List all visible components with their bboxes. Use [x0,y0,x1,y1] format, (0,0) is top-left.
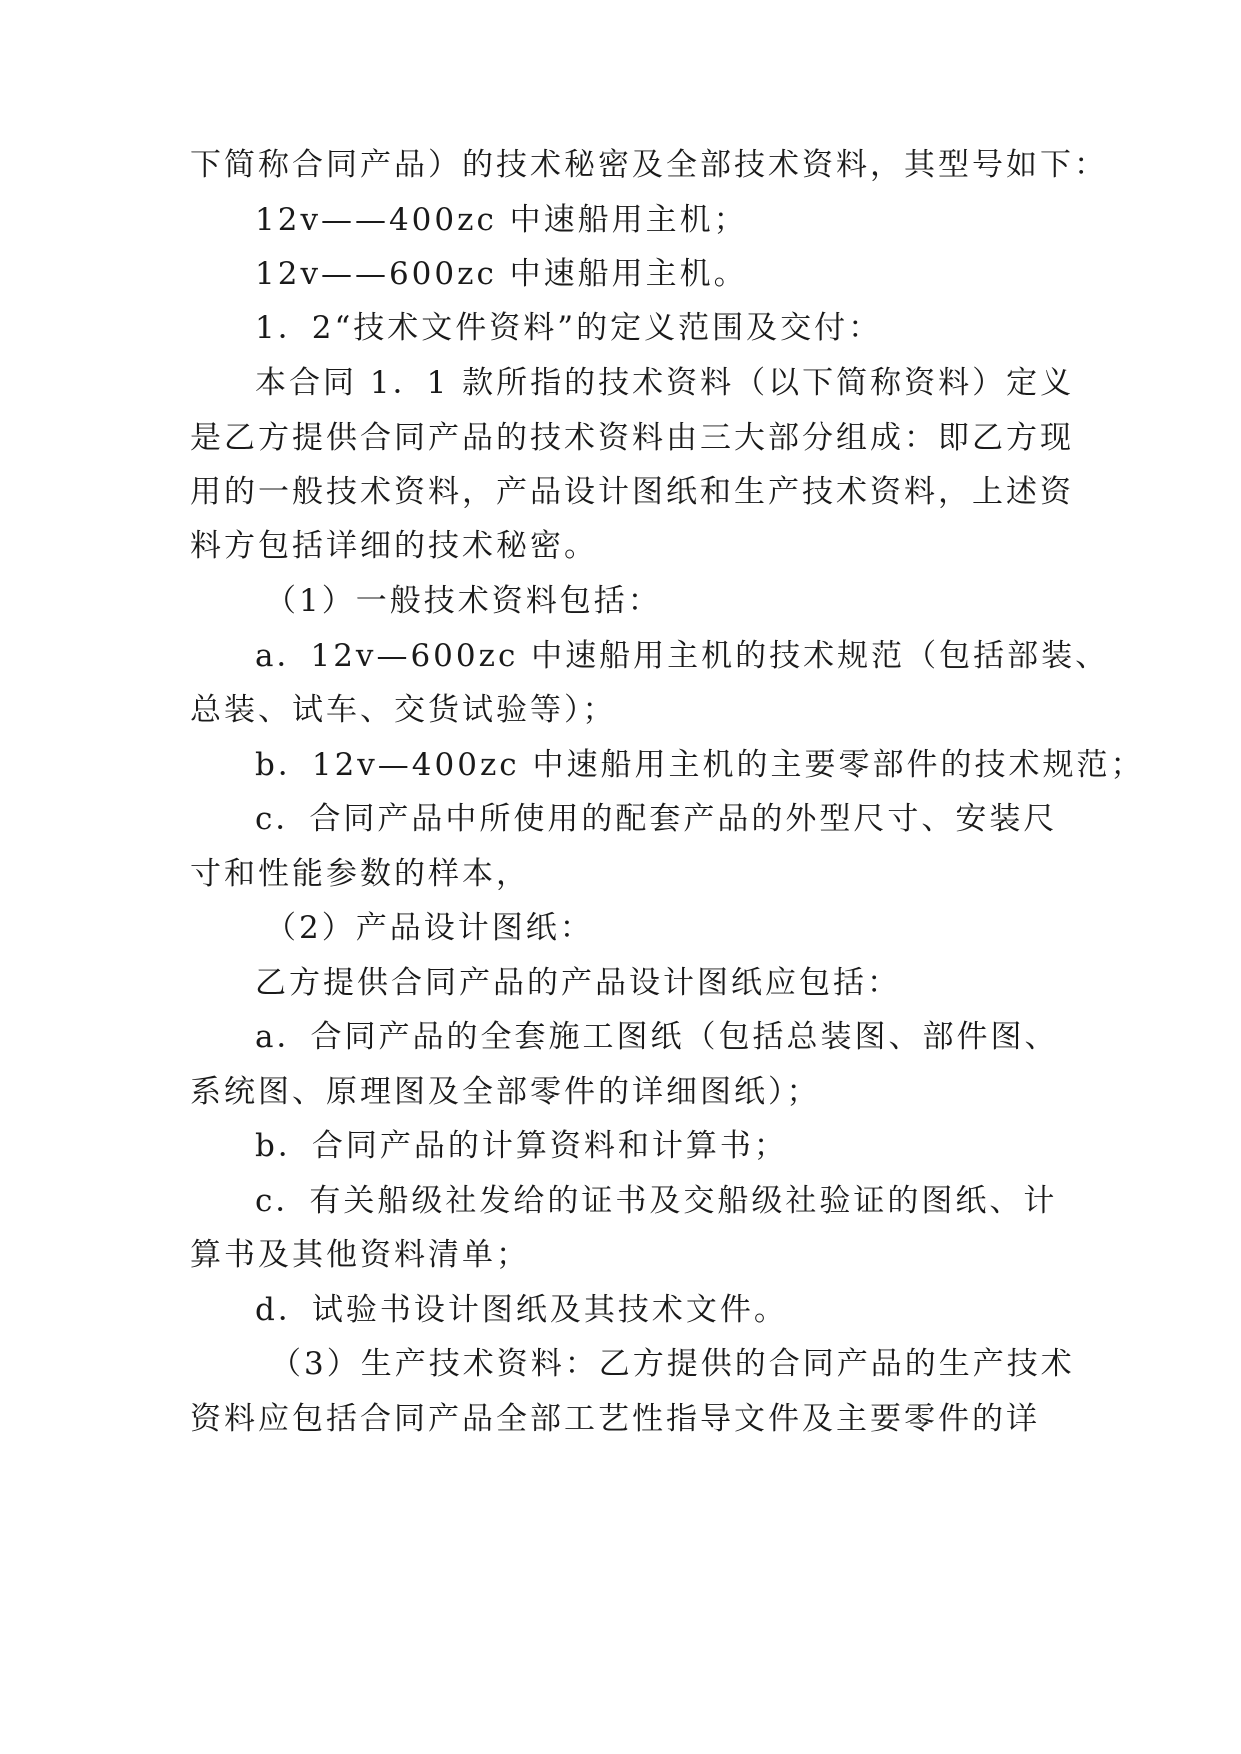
text-line-3: 12v——600zc 中速船用主机。 [255,256,748,292]
text-line-16: 乙方提供合同产品的产品设计图纸应包括： [255,965,901,1001]
text-line-19: b．合同产品的计算资料和计算书； [255,1128,788,1164]
text-line-14: 寸和性能参数的样本， [190,856,530,892]
text-line-20: c．有关船级社发给的证书及交船级社验证的图纸、计 [255,1183,1058,1219]
text-line-17: a．合同产品的全套施工图纸（包括总装图、部件图、 [255,1019,1059,1055]
text-line-23: （3）生产技术资料：乙方提供的合同产品的生产技术 [270,1346,1075,1382]
text-line-22: d．试验书设计图纸及其技术文件。 [255,1292,788,1328]
text-line-1: 下简称合同产品）的技术秘密及全部技术资料，其型号如下： [190,147,1108,183]
text-line-18: 系统图、原理图及全部零件的详细图纸）； [190,1074,821,1110]
text-line-4: 1．2“技术文件资料”的定义范围及交付： [255,310,883,346]
text-line-21: 算书及其他资料清单； [190,1237,530,1273]
text-line-6: 是乙方提供合同产品的技术资料由三大部分组成：即乙方现 [190,420,1074,456]
text-line-8: 料方包括详细的技术秘密。 [190,528,598,564]
text-line-2: 12v——400zc 中速船用主机； [255,202,748,238]
text-line-13: c．合同产品中所使用的配套产品的外型尺寸、安装尺 [255,801,1058,837]
text-line-15: （2）产品设计图纸： [265,910,594,946]
text-line-7: 用的一般技术资料，产品设计图纸和生产技术资料，上述资 [190,474,1074,510]
text-line-10: a．12v—600zc 中速船用主机的技术规范（包括部装、 [255,638,1110,674]
text-line-9: （1）一般技术资料包括： [265,583,662,619]
text-line-11: 总装、试车、交货试验等）； [190,692,617,728]
text-line-5: 本合同 1．1 款所指的技术资料（以下简称资料）定义 [255,365,1075,401]
text-line-12: b．12v—400zc 中速船用主机的主要零部件的技术规范； [255,747,1145,783]
text-line-24: 资料应包括合同产品全部工艺性指导文件及主要零件的详 [190,1401,1040,1437]
